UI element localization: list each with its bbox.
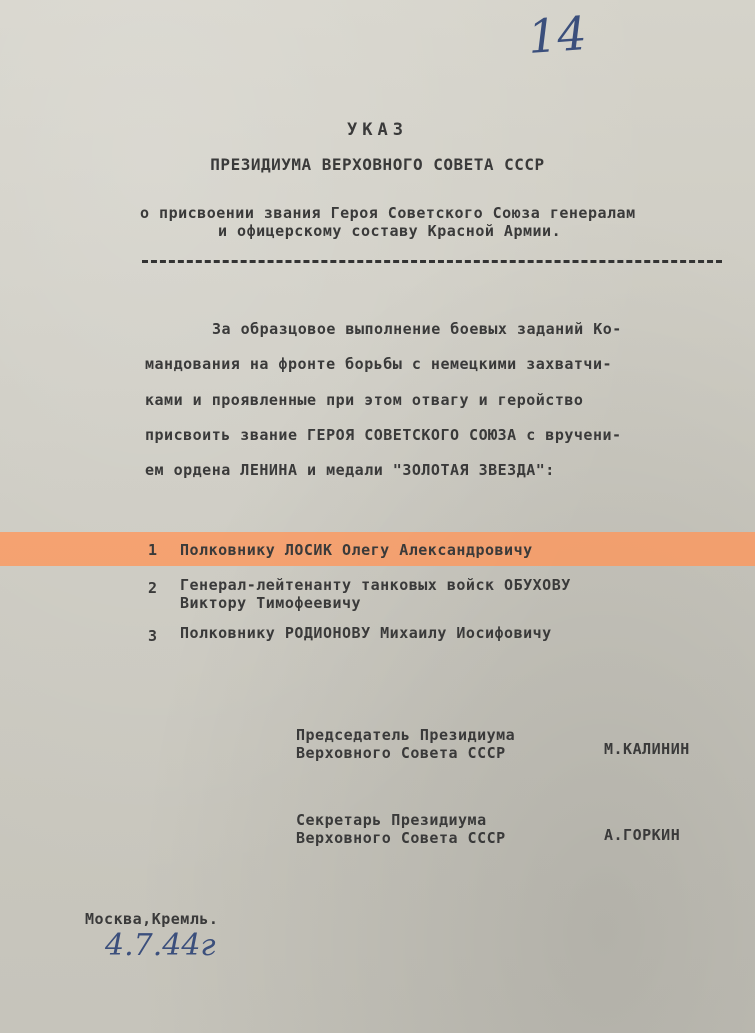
place-of-issue: Москва,Кремль. xyxy=(85,910,219,928)
divider-rule xyxy=(142,260,722,263)
archive-number: 14 xyxy=(526,6,589,64)
body-line-5: ем ордена ЛЕНИНА и медали "ЗОЛОТАЯ ЗВЕЗДА": xyxy=(145,461,555,479)
signature-1-title-line-2: Верховного Совета СССР xyxy=(296,744,506,762)
recipient-3-name: Полковнику РОДИОНОВУ Михаилу Иосифовичу xyxy=(180,624,552,642)
signature-2-title-line-1: Секретарь Президиума xyxy=(296,811,487,829)
signature-2-title-line-2: Верховного Совета СССР xyxy=(296,829,506,847)
decree-title: УКАЗ xyxy=(347,120,408,140)
decree-subject-line-1: о присвоении звания Героя Советского Союза генералам xyxy=(140,204,636,222)
recipient-2-number: 2 xyxy=(148,579,158,597)
recipient-2-name-line-2: Виктору Тимофеевичу xyxy=(180,594,362,612)
body-line-4: присвоить звание ГЕРОЯ СОВЕТСКОГО СОЮЗА с вручени- xyxy=(145,426,622,444)
signature-1-title-line-1: Председатель Президиума xyxy=(296,726,516,744)
body-line-3: ками и проявленные при этом отвагу и геройство xyxy=(145,391,584,409)
decree-issuer: ПРЕЗИДИУМА ВЕРХОВНОГО СОВЕТА СССР xyxy=(210,155,545,174)
decree-subject-line-2: и офицерскому составу Красной Армии. xyxy=(218,222,562,240)
signature-2-name: А.ГОРКИН xyxy=(604,826,681,844)
recipient-1-number: 1 xyxy=(148,541,158,559)
recipient-1-name: Полковнику ЛОСИК Олегу Александровичу xyxy=(180,541,533,559)
handwritten-date: 4.7.44г xyxy=(105,928,216,963)
body-line-1: За образцовое выполнение боевых заданий Ко- xyxy=(212,320,622,338)
body-line-2: мандования на фронте борьбы с немецкими захватчи- xyxy=(145,355,613,373)
signature-1-name: М.КАЛИНИН xyxy=(604,740,690,758)
recipient-2-name-line-1: Генерал-лейтенанту танковых войск ОБУХОВУ xyxy=(180,576,571,594)
recipient-3-number: 3 xyxy=(148,627,158,645)
